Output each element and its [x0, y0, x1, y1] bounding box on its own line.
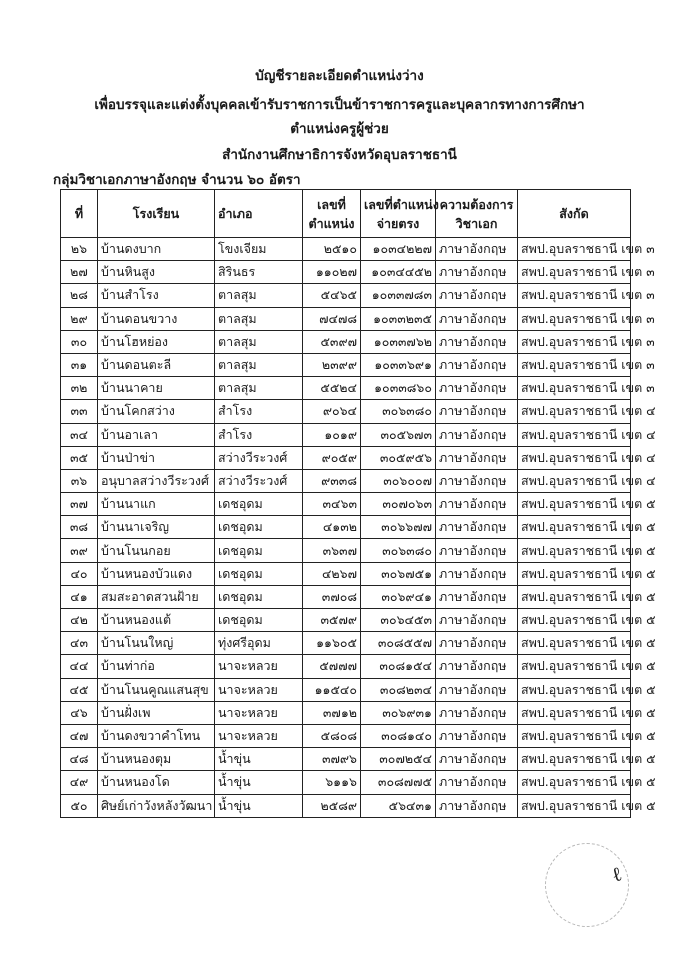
- row-district: สว่างวีระวงศ์: [215, 446, 303, 469]
- row-pay-no: ๓๐๘๑๕๔: [361, 655, 436, 678]
- row-need: ภาษาอังกฤษ: [436, 493, 518, 516]
- row-affiliation: สพป.อุบลราชธานี เขต ๔: [518, 423, 631, 446]
- row-school: บ้านอาเลา: [98, 423, 215, 446]
- header-position-no-line2: ตำแหน่ง: [308, 215, 355, 231]
- row-affiliation: สพป.อุบลราชธานี เขต ๕: [518, 748, 631, 771]
- header-no: ที่: [61, 190, 98, 238]
- row-pay-no: ๓๐๖๓๘๐: [361, 539, 436, 562]
- row-pay-no: ๓๐๘๗๗๕: [361, 771, 436, 794]
- header-school: โรงเรียน: [98, 190, 215, 238]
- row-need: ภาษาอังกฤษ: [436, 330, 518, 353]
- table-header-row: [61, 190, 631, 238]
- row-number: ๔๔: [61, 655, 98, 678]
- row-need: ภาษาอังกฤษ: [436, 794, 518, 817]
- row-need: ภาษาอังกฤษ: [436, 655, 518, 678]
- row-district: ตาลสุม: [215, 284, 303, 307]
- row-position-no: ๓๗๑๒: [303, 701, 361, 724]
- header-pay-no-line2: จ่ายตรง: [376, 215, 420, 231]
- row-position-no: ๙๓๓๘: [303, 469, 361, 492]
- row-pay-no: ๓๐๕๙๕๖: [361, 446, 436, 469]
- row-district: นาจะหลวย: [215, 655, 303, 678]
- row-affiliation: สพป.อุบลราชธานี เขต ๕: [518, 724, 631, 747]
- row-affiliation: สพป.อุบลราชธานี เขต ๕: [518, 493, 631, 516]
- row-school: ศิษย์เก่าวังหลังวัฒนา: [98, 794, 215, 817]
- row-pay-no: ๓๐๖๓๘๐: [361, 400, 436, 423]
- table-row: [61, 748, 631, 771]
- row-number: ๓๗: [61, 493, 98, 516]
- row-need: ภาษาอังกฤษ: [436, 724, 518, 747]
- row-need: ภาษาอังกฤษ: [436, 771, 518, 794]
- row-pay-no: ๑๐๓๔๒๒๗: [361, 238, 436, 261]
- row-affiliation: สพป.อุบลราชธานี เขต ๓: [518, 238, 631, 261]
- row-position-no: ๑๑๕๔๐: [303, 678, 361, 701]
- row-position-no: ๑๐๑๙: [303, 423, 361, 446]
- row-district: เดชอุดม: [215, 585, 303, 608]
- row-district: เดชอุดม: [215, 609, 303, 632]
- row-pay-no: ๑๐๓๓๖๙๑: [361, 353, 436, 376]
- row-affiliation: สพป.อุบลราชธานี เขต ๔: [518, 400, 631, 423]
- row-need: ภาษาอังกฤษ: [436, 469, 518, 492]
- row-need: ภาษาอังกฤษ: [436, 353, 518, 376]
- row-need: ภาษาอังกฤษ: [436, 748, 518, 771]
- row-pay-no: ๓๐๘๑๔๐: [361, 724, 436, 747]
- row-need: ภาษาอังกฤษ: [436, 539, 518, 562]
- row-position-no: ๕๗๗๗: [303, 655, 361, 678]
- row-number: ๓๑: [61, 353, 98, 376]
- row-need: ภาษาอังกฤษ: [436, 609, 518, 632]
- row-need: ภาษาอังกฤษ: [436, 562, 518, 585]
- row-school: บ้านหนองตุม: [98, 748, 215, 771]
- row-school: บ้านสำโรง: [98, 284, 215, 307]
- row-pay-no: ๓๐๕๖๗๓: [361, 423, 436, 446]
- row-need: ภาษาอังกฤษ: [436, 377, 518, 400]
- row-district: ตาลสุม: [215, 307, 303, 330]
- table-row: [61, 609, 631, 632]
- row-affiliation: สพป.อุบลราชธานี เขต ๓: [518, 307, 631, 330]
- row-position-no: ๓๗๙๖: [303, 748, 361, 771]
- row-number: ๒๗: [61, 261, 98, 284]
- header-position-no-line1: เลขที่: [317, 196, 346, 212]
- row-pay-no: ๓๐๖๐๐๗: [361, 469, 436, 492]
- row-school: บ้านฝั่งเพ: [98, 701, 215, 724]
- row-school: บ้านหนองแต้: [98, 609, 215, 632]
- row-district: สำโรง: [215, 400, 303, 423]
- row-school: บ้านโคกสว่าง: [98, 400, 215, 423]
- row-number: ๓๖: [61, 469, 98, 492]
- row-school: บ้านโฮหย่อง: [98, 330, 215, 353]
- row-affiliation: สพป.อุบลราชธานี เขต ๓: [518, 353, 631, 376]
- row-position-no: ๖๑๑๖: [303, 771, 361, 794]
- row-need: ภาษาอังกฤษ: [436, 516, 518, 539]
- row-position-no: ๕๔๖๕: [303, 284, 361, 307]
- table-row: [61, 493, 631, 516]
- table-row: [61, 701, 631, 724]
- row-number: ๔๒: [61, 609, 98, 632]
- row-district: เดชอุดม: [215, 562, 303, 585]
- table-row: [61, 794, 631, 817]
- row-position-no: ๙๐๕๙: [303, 446, 361, 469]
- table-row: [61, 353, 631, 376]
- table-row: [61, 585, 631, 608]
- row-position-no: ๑๑๐๒๗: [303, 261, 361, 284]
- row-school: บ้านดอนตะลี: [98, 353, 215, 376]
- row-number: ๓๒: [61, 377, 98, 400]
- position-title: ตำแหน่งครูผู้ช่วย: [290, 121, 389, 137]
- row-school: บ้านโนนกอย: [98, 539, 215, 562]
- row-district: เดชอุดม: [215, 493, 303, 516]
- row-school: บ้านนาแก: [98, 493, 215, 516]
- row-school: บ้านดงบาก: [98, 238, 215, 261]
- table-row: [61, 423, 631, 446]
- row-position-no: ๕๕๒๔: [303, 377, 361, 400]
- header-district: อำเภอ: [215, 190, 303, 238]
- header-position-no: [303, 190, 361, 238]
- vacancy-table: [60, 189, 656, 818]
- row-affiliation: สพป.อุบลราชธานี เขต ๕: [518, 562, 631, 585]
- row-pay-no: ๓๐๗๒๕๔: [361, 748, 436, 771]
- row-district: น้ำขุ่น: [215, 748, 303, 771]
- row-position-no: ๓๗๐๘: [303, 585, 361, 608]
- row-pay-no: ๓๐๘๕๕๗: [361, 632, 436, 655]
- table-row: [61, 261, 631, 284]
- row-district: นาจะหลวย: [215, 701, 303, 724]
- row-need: ภาษาอังกฤษ: [436, 238, 518, 261]
- table-row: [61, 469, 631, 492]
- row-district: โขงเจียม: [215, 238, 303, 261]
- table-row: [61, 284, 631, 307]
- table-row: [61, 330, 631, 353]
- row-affiliation: สพป.อุบลราชธานี เขต ๕: [518, 701, 631, 724]
- table-row: [61, 446, 631, 469]
- row-affiliation: สพป.อุบลราชธานี เขต ๕: [518, 585, 631, 608]
- table-row: [61, 562, 631, 585]
- row-pay-no: ๑๐๓๓๘๖๐: [361, 377, 436, 400]
- row-number: ๒๙: [61, 307, 98, 330]
- row-number: ๔๗: [61, 724, 98, 747]
- row-district: น้ำขุ่น: [215, 771, 303, 794]
- row-number: ๔๙: [61, 771, 98, 794]
- row-school: สมสะอาดสวนฝ้าย: [98, 585, 215, 608]
- row-district: ตาลสุม: [215, 353, 303, 376]
- row-affiliation: สพป.อุบลราชธานี เขต ๓: [518, 261, 631, 284]
- row-pay-no: ๓๐๖๖๗๗: [361, 516, 436, 539]
- row-number: ๓๔: [61, 423, 98, 446]
- table-row: [61, 771, 631, 794]
- row-number: ๔๘: [61, 748, 98, 771]
- row-school: อนุบาลสว่างวีระวงศ์: [98, 469, 215, 492]
- row-number: ๕๐: [61, 794, 98, 817]
- row-need: ภาษาอังกฤษ: [436, 446, 518, 469]
- table-row: [61, 238, 631, 261]
- row-position-no: ๔๑๓๒: [303, 516, 361, 539]
- row-number: ๔๐: [61, 562, 98, 585]
- row-position-no: ๓๖๓๗: [303, 539, 361, 562]
- row-affiliation: สพป.อุบลราชธานี เขต ๓: [518, 377, 631, 400]
- row-position-no: ๙๐๖๔: [303, 400, 361, 423]
- header-affiliation: สังกัด: [518, 190, 631, 238]
- row-position-no: ๑๑๖๐๕: [303, 632, 361, 655]
- table-row: [61, 678, 631, 701]
- row-school: บ้านดอนขวาง: [98, 307, 215, 330]
- subject-group-heading: กลุ่มวิชาเอกภาษาอังกฤษ จำนวน ๖๐ อัตรา: [53, 172, 301, 188]
- row-affiliation: สพป.อุบลราชธานี เขต ๔: [518, 446, 631, 469]
- row-position-no: ๕๘๐๘: [303, 724, 361, 747]
- row-affiliation: สพป.อุบลราชธานี เขต ๕: [518, 655, 631, 678]
- row-pay-no: ๓๐๖๔๕๓: [361, 609, 436, 632]
- row-number: ๔๓: [61, 632, 98, 655]
- header-need-line2: วิชาเอก: [455, 215, 498, 231]
- table-row: [61, 516, 631, 539]
- row-number: ๒๖: [61, 238, 98, 261]
- row-position-no: ๔๒๖๗: [303, 562, 361, 585]
- table-row: [61, 655, 631, 678]
- row-pay-no: ๓๐๖๙๔๑: [361, 585, 436, 608]
- row-need: ภาษาอังกฤษ: [436, 307, 518, 330]
- row-district: ทุ่งศรีอุดม: [215, 632, 303, 655]
- row-affiliation: สพป.อุบลราชธานี เขต ๓: [518, 330, 631, 353]
- row-district: สว่างวีระวงศ์: [215, 469, 303, 492]
- row-district: สิรินธร: [215, 261, 303, 284]
- table-row: [61, 539, 631, 562]
- header-need-line1: ความต้องการ: [439, 196, 514, 212]
- header-pay-no-line1: เลขที่ตำแหน่ง: [364, 196, 439, 212]
- row-affiliation: สพป.อุบลราชธานี เขต ๔: [518, 469, 631, 492]
- row-affiliation: สพป.อุบลราชธานี เขต ๕: [518, 678, 631, 701]
- row-school: บ้านโนนใหญ่: [98, 632, 215, 655]
- row-school: บ้านป่าข่า: [98, 446, 215, 469]
- signature-mark: ℓ: [608, 861, 625, 887]
- table-body: [61, 238, 656, 818]
- row-affiliation: สพป.อุบลราชธานี เขต ๕: [518, 516, 631, 539]
- row-need: ภาษาอังกฤษ: [436, 632, 518, 655]
- row-pay-no: ๑๐๓๓๒๓๕: [361, 307, 436, 330]
- row-affiliation: สพป.อุบลราชธานี เขต ๕: [518, 771, 631, 794]
- table-row: [61, 377, 631, 400]
- table-row: [61, 632, 631, 655]
- row-number: ๔๖: [61, 701, 98, 724]
- row-position-no: ๒๕๘๙: [303, 794, 361, 817]
- row-district: นาจะหลวย: [215, 678, 303, 701]
- row-number: ๓๙: [61, 539, 98, 562]
- row-district: นาจะหลวย: [215, 724, 303, 747]
- row-affiliation: สพป.อุบลราชธานี เขต ๕: [518, 794, 631, 817]
- row-need: ภาษาอังกฤษ: [436, 678, 518, 701]
- row-number: ๒๘: [61, 284, 98, 307]
- row-school: บ้านนาเจริญ: [98, 516, 215, 539]
- row-position-no: ๓๔๖๓: [303, 493, 361, 516]
- row-school: บ้านหนองบัวแดง: [98, 562, 215, 585]
- row-school: บ้านดงขวาคำโทน: [98, 724, 215, 747]
- row-position-no: ๒๕๑๐: [303, 238, 361, 261]
- row-school: บ้านหินสูง: [98, 261, 215, 284]
- row-number: ๔๑: [61, 585, 98, 608]
- row-pay-no: ๑๐๓๔๔๕๒: [361, 261, 436, 284]
- row-district: ตาลสุม: [215, 330, 303, 353]
- header-need: [436, 190, 518, 238]
- row-pay-no: ๓๐๖๗๕๑: [361, 562, 436, 585]
- row-number: ๓๓: [61, 400, 98, 423]
- row-pay-no: ๓๐๘๒๓๔: [361, 678, 436, 701]
- header-pay-no: [361, 190, 439, 238]
- row-pay-no: ๑๐๓๓๗๘๓: [361, 284, 436, 307]
- row-school: บ้านนาคาย: [98, 377, 215, 400]
- row-number: ๓๕: [61, 446, 98, 469]
- row-need: ภาษาอังกฤษ: [436, 400, 518, 423]
- row-district: น้ำขุ่น: [215, 794, 303, 817]
- row-affiliation: สพป.อุบลราชธานี เขต ๕: [518, 609, 631, 632]
- document-subtitle: เพื่อบรรจุและแต่งตั้งบุคคลเข้ารับราชการเป็นข้าราชการครูและบุคลากรทางการศึกษา: [94, 97, 585, 113]
- row-district: เดชอุดม: [215, 516, 303, 539]
- row-affiliation: สพป.อุบลราชธานี เขต ๕: [518, 539, 631, 562]
- row-need: ภาษาอังกฤษ: [436, 423, 518, 446]
- row-number: ๓๘: [61, 516, 98, 539]
- row-affiliation: สพป.อุบลราชธานี เขต ๕: [518, 632, 631, 655]
- row-position-no: ๗๔๗๘: [303, 307, 361, 330]
- row-position-no: ๓๕๗๙: [303, 609, 361, 632]
- row-pay-no: ๕๖๔๓๑: [361, 794, 436, 817]
- row-district: สำโรง: [215, 423, 303, 446]
- table-row: [61, 400, 631, 423]
- table-row: [61, 724, 631, 747]
- row-school: บ้านโนนคูณแสนสุข: [98, 678, 215, 701]
- row-position-no: ๕๓๙๗: [303, 330, 361, 353]
- row-number: ๔๕: [61, 678, 98, 701]
- row-affiliation: สพป.อุบลราชธานี เขต ๓: [518, 284, 631, 307]
- row-need: ภาษาอังกฤษ: [436, 585, 518, 608]
- row-district: เดชอุดม: [215, 539, 303, 562]
- row-need: ภาษาอังกฤษ: [436, 284, 518, 307]
- office-title: สำนักงานศึกษาธิการจังหวัดอุบลราชธานี: [222, 147, 457, 163]
- row-school: บ้านหนองโด: [98, 771, 215, 794]
- row-position-no: ๒๓๙๙: [303, 353, 361, 376]
- row-number: ๓๐: [61, 330, 98, 353]
- row-pay-no: ๓๐๗๐๖๓: [361, 493, 436, 516]
- table-row: [61, 307, 631, 330]
- row-pay-no: ๑๐๓๓๗๖๒: [361, 330, 436, 353]
- row-need: ภาษาอังกฤษ: [436, 261, 518, 284]
- row-pay-no: ๓๐๖๙๓๑: [361, 701, 436, 724]
- row-school: บ้านท่าก่อ: [98, 655, 215, 678]
- row-need: ภาษาอังกฤษ: [436, 701, 518, 724]
- row-district: ตาลสุม: [215, 377, 303, 400]
- document-title: บัญชีรายละเอียดตำแหน่งว่าง: [255, 68, 424, 84]
